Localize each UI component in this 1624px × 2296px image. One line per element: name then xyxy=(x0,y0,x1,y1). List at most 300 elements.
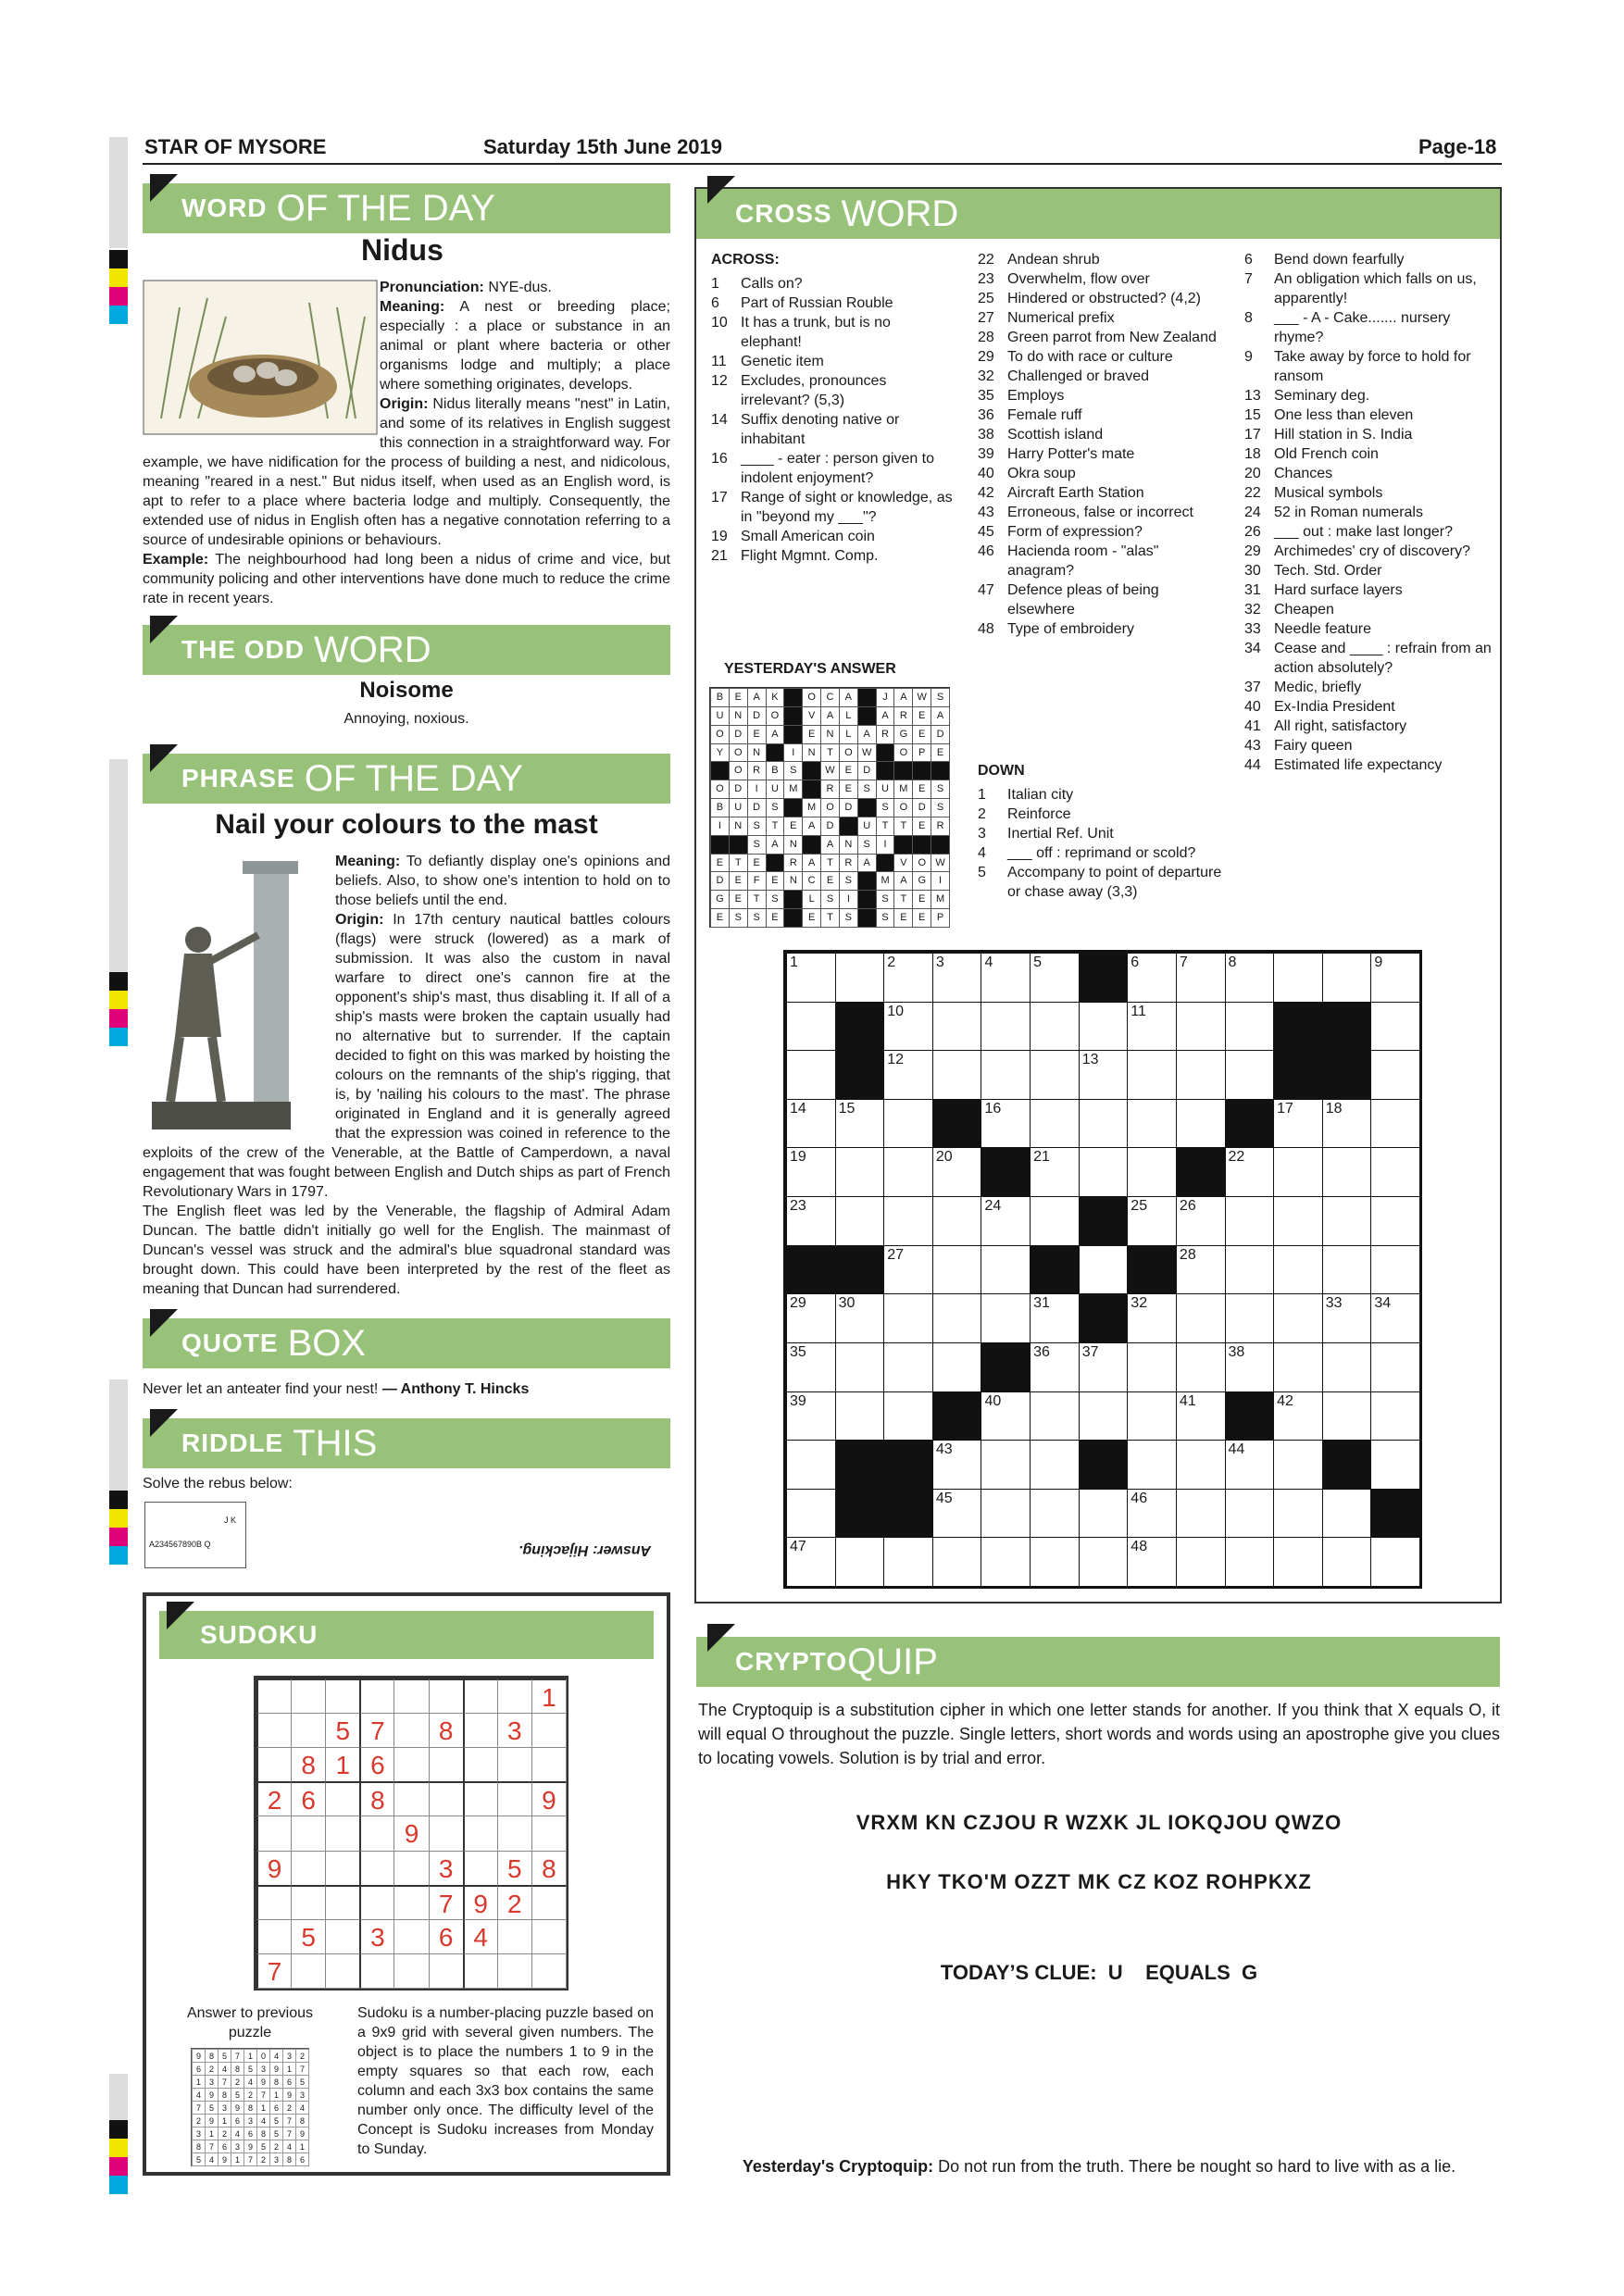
crossword-cell[interactable]: 1 xyxy=(786,953,836,1003)
answer-cell: G xyxy=(912,871,931,891)
sudoku-cell[interactable] xyxy=(531,1747,567,1782)
sudoku-cell[interactable]: 3 xyxy=(359,1919,394,1954)
crossword-cell[interactable] xyxy=(1030,1196,1080,1246)
crossword-cell[interactable] xyxy=(1322,1537,1372,1587)
answer-cell: 2 xyxy=(192,2114,206,2128)
clue-text: Overwhelm, flow over xyxy=(1007,271,1150,287)
crossword-cell[interactable]: 18 xyxy=(1322,1099,1372,1149)
sudoku-cell[interactable] xyxy=(291,1816,326,1851)
crossword-cell[interactable] xyxy=(786,1489,836,1539)
crossword-cell[interactable] xyxy=(1322,1245,1372,1295)
crossword-cell[interactable] xyxy=(835,953,885,1003)
crossword-cell[interactable]: 26 xyxy=(1176,1196,1226,1246)
answer-cell: 9 xyxy=(256,2075,270,2089)
crossword-cell[interactable] xyxy=(1225,1245,1275,1295)
sudoku-grid[interactable] xyxy=(254,1676,568,1990)
sudoku-cell[interactable] xyxy=(359,1953,394,1989)
sudoku-cell[interactable] xyxy=(394,1953,429,1989)
crossword-cell[interactable]: 30 xyxy=(835,1293,885,1343)
answer-cell: 6 xyxy=(282,2075,296,2089)
crossword-cell[interactable]: 41 xyxy=(1176,1391,1226,1441)
crossword-cell[interactable]: 17 xyxy=(1273,1099,1323,1149)
sudoku-cell[interactable] xyxy=(291,1678,326,1714)
sudoku-cell[interactable] xyxy=(394,1885,429,1920)
answer-cell: E xyxy=(912,780,931,799)
crossword-cell[interactable]: 28 xyxy=(1176,1245,1226,1295)
crossword-cell[interactable]: 12 xyxy=(883,1050,933,1100)
crossword-banner xyxy=(696,189,1500,239)
sudoku-cell[interactable]: 5 xyxy=(497,1851,532,1886)
answer-cell xyxy=(857,908,877,928)
sudoku-cell[interactable] xyxy=(497,1953,532,1989)
crossword-cell[interactable]: 24 xyxy=(981,1196,1031,1246)
sudoku-cell[interactable] xyxy=(429,1678,464,1714)
sudoku-cell[interactable]: 1 xyxy=(531,1678,567,1714)
crossword-cell[interactable] xyxy=(835,1391,885,1441)
crossword-cell[interactable] xyxy=(1079,1147,1129,1197)
sudoku-cell[interactable]: 2 xyxy=(256,1781,292,1816)
answer-cell: 9 xyxy=(205,2088,219,2102)
sudoku-cell[interactable] xyxy=(463,1816,498,1851)
crossword-cell[interactable] xyxy=(1273,1293,1323,1343)
sudoku-cell[interactable]: 7 xyxy=(359,1713,394,1748)
crossword-cell[interactable]: 38 xyxy=(1225,1342,1275,1392)
sudoku-cell[interactable] xyxy=(256,1747,292,1782)
sudoku-cell[interactable] xyxy=(463,1953,498,1989)
answer-cell: A xyxy=(820,835,840,855)
sudoku-cell[interactable] xyxy=(325,1816,360,1851)
crossword-cell[interactable] xyxy=(1273,1196,1323,1246)
answer-cell: 3 xyxy=(269,2152,283,2166)
crossword-cell[interactable] xyxy=(1176,1440,1226,1490)
crossword-cell[interactable]: 7 xyxy=(1176,953,1226,1003)
clue-text: Form of expression? xyxy=(1007,524,1143,540)
crossword-cell[interactable]: 3 xyxy=(932,953,982,1003)
sudoku-cell[interactable] xyxy=(531,1816,567,1851)
crossword-cell[interactable] xyxy=(1176,1002,1226,1052)
clue-item xyxy=(1244,600,1494,619)
answer-cell: 9 xyxy=(282,2088,296,2102)
sudoku-cell[interactable] xyxy=(291,1851,326,1886)
sudoku-cell[interactable] xyxy=(291,1953,326,1989)
clue-number: 14 xyxy=(711,412,728,428)
black-square xyxy=(932,1099,982,1149)
quote-body: Never let an anteater find your nest! xyxy=(143,1381,382,1397)
sudoku-cell[interactable] xyxy=(429,1953,464,1989)
sudoku-cell[interactable] xyxy=(429,1816,464,1851)
clue-number: 46 xyxy=(978,543,994,559)
crossword-cell[interactable]: 32 xyxy=(1127,1293,1177,1343)
answer-cell xyxy=(783,725,803,744)
answer-cell: E xyxy=(729,688,748,707)
crossword-cell[interactable] xyxy=(1370,1147,1420,1197)
crossword-cell[interactable] xyxy=(1079,1002,1129,1052)
clue-number: 27 xyxy=(978,310,994,326)
crossword-cell[interactable]: 15 xyxy=(835,1099,885,1149)
banner-big-text: OF THE DAY xyxy=(304,757,524,799)
sudoku-cell[interactable] xyxy=(463,1747,498,1782)
sudoku-cell[interactable] xyxy=(394,1919,429,1954)
crossword-cell[interactable]: 34 xyxy=(1370,1293,1420,1343)
clue-item xyxy=(978,503,1228,522)
cryptoquip-banner xyxy=(696,1637,1500,1687)
answer-cell: 9 xyxy=(192,2049,206,2063)
crossword-cell[interactable] xyxy=(883,1293,933,1343)
clue-text: Hindered or obstructed? (4,2) xyxy=(1007,291,1201,306)
answer-cell: 1 xyxy=(205,2127,219,2140)
crossword-cell[interactable] xyxy=(883,1537,933,1587)
crossword-cell[interactable] xyxy=(1370,1099,1420,1149)
crossword-cell[interactable] xyxy=(981,1537,1031,1587)
sudoku-cell[interactable] xyxy=(497,1816,532,1851)
crossword-cell[interactable]: 10 xyxy=(883,1002,933,1052)
crossword-cell[interactable] xyxy=(1322,1391,1372,1441)
answer-cell: 8 xyxy=(231,2062,244,2076)
sudoku-cell[interactable] xyxy=(463,1851,498,1886)
sudoku-cell[interactable]: 2 xyxy=(497,1885,532,1920)
sudoku-cell[interactable] xyxy=(429,1747,464,1782)
sudoku-cell[interactable] xyxy=(497,1919,532,1954)
crossword-cell[interactable]: 43 xyxy=(932,1440,982,1490)
sudoku-cell[interactable] xyxy=(291,1885,326,1920)
crossword-cell[interactable]: 42 xyxy=(1273,1391,1323,1441)
crossword-cell[interactable] xyxy=(1273,1245,1323,1295)
crossword-cell[interactable]: 23 xyxy=(786,1196,836,1246)
crossword-cell[interactable] xyxy=(786,1002,836,1052)
answer-cell: R xyxy=(893,706,913,726)
crossword-cell[interactable] xyxy=(1176,1537,1226,1587)
crossword-cell[interactable]: 47 xyxy=(786,1537,836,1587)
crossword-cell[interactable] xyxy=(1273,1342,1323,1392)
answer-cell: D xyxy=(931,725,950,744)
crossword-cell[interactable] xyxy=(932,1245,982,1295)
answer-cell: T xyxy=(820,908,840,928)
crossword-cell[interactable] xyxy=(932,1537,982,1587)
sudoku-cell[interactable] xyxy=(256,1713,292,1748)
answer-cell xyxy=(893,761,913,780)
sudoku-cell[interactable] xyxy=(359,1816,394,1851)
clue-item xyxy=(978,308,1228,328)
crossword-cell[interactable]: 2 xyxy=(883,953,933,1003)
crossword-cell[interactable] xyxy=(1079,1537,1129,1587)
crossword-cell[interactable] xyxy=(1030,1002,1080,1052)
black-square xyxy=(981,1147,1031,1197)
crossword-cell[interactable]: 37 xyxy=(1079,1342,1129,1392)
crossword-cell[interactable] xyxy=(1030,1537,1080,1587)
crossword-cell[interactable] xyxy=(981,1489,1031,1539)
sudoku-cell[interactable] xyxy=(497,1747,532,1782)
clue-item xyxy=(1244,678,1494,697)
answer-cell: T xyxy=(747,890,767,909)
sudoku-cell[interactable]: 6 xyxy=(429,1919,464,1954)
answer-cell: L xyxy=(802,890,821,909)
sudoku-cell[interactable]: 9 xyxy=(394,1816,429,1851)
sudoku-cell[interactable] xyxy=(291,1713,326,1748)
crossword-cell[interactable] xyxy=(1322,1147,1372,1197)
crossword-cell[interactable] xyxy=(932,1050,982,1100)
answer-cell: O xyxy=(893,798,913,817)
answer-cell: D xyxy=(729,725,748,744)
sudoku-cell[interactable]: 6 xyxy=(359,1747,394,1782)
sudoku-cell[interactable] xyxy=(463,1781,498,1816)
crossword-cell[interactable] xyxy=(1370,1440,1420,1490)
clue-item xyxy=(978,328,1228,347)
answer-cell: A xyxy=(893,871,913,891)
clue-item xyxy=(978,619,1228,639)
sudoku-cell[interactable]: 4 xyxy=(463,1919,498,1954)
crossword-cell[interactable] xyxy=(1370,1537,1420,1587)
cryptoquip-line-2: HKY TKO'M OZZT MK CZ KOZ ROHPKXZ xyxy=(886,1870,1312,1893)
clue-text: Chances xyxy=(1274,466,1333,481)
clue-number: 39 xyxy=(978,446,994,462)
sudoku-cell[interactable] xyxy=(359,1851,394,1886)
answer-cell: U xyxy=(857,817,877,836)
phrase-paragraph: The English fleet was led by the Venerable, the flagship of Admiral Adam Duncan. The battle didn't initially go well for the English. The mainmast of Duncan's vessel was struck and the admiral's blue squadronal standard was brought down. This could have been interpreted by the rest of the fleet as meaning that Duncan had surrendered. xyxy=(143,1204,670,1297)
answer-cell: 6 xyxy=(244,2127,257,2140)
crossword-cell[interactable] xyxy=(932,1196,982,1246)
crossword-cell[interactable]: 4 xyxy=(981,953,1031,1003)
clue-number: 44 xyxy=(1244,757,1261,773)
clue-text: Aircraft Earth Station xyxy=(1007,485,1144,501)
crossword-cell[interactable] xyxy=(1176,1099,1226,1149)
black-square xyxy=(1273,1050,1323,1100)
crossword-cell[interactable] xyxy=(835,1147,885,1197)
crossword-cell[interactable] xyxy=(1225,1537,1275,1587)
crossword-cell[interactable] xyxy=(1127,1050,1177,1100)
crossword-cell[interactable]: 33 xyxy=(1322,1293,1372,1343)
crossword-cell[interactable]: 29 xyxy=(786,1293,836,1343)
sudoku-cell[interactable] xyxy=(394,1851,429,1886)
black-square xyxy=(1079,953,1129,1003)
crossword-cell[interactable] xyxy=(1273,1440,1323,1490)
crossword-cell[interactable] xyxy=(1370,1342,1420,1392)
crossword-cell[interactable] xyxy=(981,1002,1031,1052)
crossword-cell[interactable]: 13 xyxy=(1079,1050,1129,1100)
sudoku-cell[interactable] xyxy=(325,1678,360,1714)
origin-text: Nidus literally means "nest" in Latin, and some of its relatives in English suggest this connection in a straightforward way. For example, we have nidification for the process of building a nest, and nidicolous, meaning "reared in a nest." But nidus itself, when used as an English word, is apt to refer to a place where bacteria lodge and multiply. Consequently, the extended use of nidus in English often has a negative connotation referring to a source of undesirable opinions or behaviours. xyxy=(143,396,670,548)
crossword-cell[interactable]: 25 xyxy=(1127,1196,1177,1246)
crossword-cell[interactable] xyxy=(1030,1489,1080,1539)
crossword-cell[interactable] xyxy=(981,1245,1031,1295)
crossword-cell[interactable] xyxy=(883,1391,933,1441)
crossword-cell[interactable] xyxy=(835,1537,885,1587)
clue-text: Reinforce xyxy=(1007,806,1071,822)
crossword-cell[interactable] xyxy=(1370,1391,1420,1441)
sudoku-cell[interactable] xyxy=(394,1781,429,1816)
crossword-cell[interactable] xyxy=(1030,1440,1080,1490)
sudoku-cell[interactable]: 1 xyxy=(325,1747,360,1782)
crossword-cell[interactable] xyxy=(1322,1489,1372,1539)
answer-cell: E xyxy=(912,725,931,744)
crossword-cell[interactable]: 48 xyxy=(1127,1537,1177,1587)
clue-item xyxy=(978,250,1228,269)
crossword-cell[interactable] xyxy=(835,1342,885,1392)
sudoku-cell[interactable]: 6 xyxy=(291,1781,326,1816)
answer-cell: 4 xyxy=(256,2114,270,2128)
sudoku-cell[interactable]: 7 xyxy=(429,1885,464,1920)
answer-cell: C xyxy=(820,688,840,707)
sudoku-cell[interactable] xyxy=(497,1678,532,1714)
crossword-cell[interactable] xyxy=(1176,1342,1226,1392)
sudoku-cell[interactable]: 8 xyxy=(531,1851,567,1886)
answer-cell: N xyxy=(839,835,858,855)
crossword-cell[interactable] xyxy=(1079,1099,1129,1149)
sudoku-cell[interactable] xyxy=(325,1781,360,1816)
crossword-cell[interactable] xyxy=(1273,1489,1323,1539)
sudoku-cell[interactable] xyxy=(463,1678,498,1714)
crossword-cell[interactable] xyxy=(981,1440,1031,1490)
crossword-cell[interactable]: 39 xyxy=(786,1391,836,1441)
crossword-cell[interactable]: 27 xyxy=(883,1245,933,1295)
crossword-cell[interactable] xyxy=(1273,1147,1323,1197)
crossword-cell[interactable] xyxy=(883,1099,933,1149)
sudoku-cell[interactable] xyxy=(325,1885,360,1920)
clue-text: Employs xyxy=(1007,388,1065,404)
paper-name: STAR OF MYSORE xyxy=(144,135,327,158)
sudoku-cell[interactable] xyxy=(463,1713,498,1748)
sudoku-cell[interactable] xyxy=(256,1885,292,1920)
crossword-cell[interactable]: 22 xyxy=(1225,1147,1275,1197)
crossword-cell[interactable]: 45 xyxy=(932,1489,982,1539)
crossword-cell[interactable] xyxy=(1225,1489,1275,1539)
crossword-cell[interactable] xyxy=(1370,1050,1420,1100)
crossword-cell[interactable]: 40 xyxy=(981,1391,1031,1441)
crossword-cell[interactable] xyxy=(1030,1099,1080,1149)
sudoku-cell[interactable]: 9 xyxy=(463,1885,498,1920)
answer-cell xyxy=(857,688,877,707)
sudoku-cell[interactable]: 8 xyxy=(359,1781,394,1816)
sudoku-cell[interactable] xyxy=(394,1678,429,1714)
sudoku-cell[interactable]: 3 xyxy=(429,1851,464,1886)
sudoku-cell[interactable]: 3 xyxy=(497,1713,532,1748)
crossword-cell[interactable]: 16 xyxy=(981,1099,1031,1149)
clue-item xyxy=(1244,308,1494,347)
sudoku-cell[interactable] xyxy=(359,1885,394,1920)
sudoku-cell[interactable]: 8 xyxy=(429,1713,464,1748)
sudoku-cell[interactable] xyxy=(256,1816,292,1851)
clue-text: Erroneous, false or incorrect xyxy=(1007,505,1193,520)
clue-text: Small American coin xyxy=(741,529,875,544)
crossword-cell[interactable] xyxy=(1225,1293,1275,1343)
black-square xyxy=(1322,1440,1372,1490)
crossword-cell[interactable] xyxy=(932,1293,982,1343)
crossword-cell[interactable]: 21 xyxy=(1030,1147,1080,1197)
answer-cell: N xyxy=(747,743,767,763)
crossword-cell[interactable] xyxy=(1225,1050,1275,1100)
crossword-cell[interactable] xyxy=(883,1147,933,1197)
crossword-cell[interactable] xyxy=(1079,1245,1129,1295)
answer-cell: 3 xyxy=(231,2140,244,2153)
sudoku-cell[interactable] xyxy=(497,1781,532,1816)
sudoku-cell[interactable] xyxy=(325,1919,360,1954)
crossword-cell[interactable] xyxy=(1030,1391,1080,1441)
sudoku-cell[interactable] xyxy=(429,1781,464,1816)
crossword-cell[interactable]: 46 xyxy=(1127,1489,1177,1539)
crossword-cell[interactable] xyxy=(835,1196,885,1246)
crossword-cell[interactable] xyxy=(1127,1147,1177,1197)
sudoku-cell[interactable]: 9 xyxy=(531,1781,567,1816)
crossword-cell[interactable] xyxy=(883,1342,933,1392)
sudoku-cell[interactable] xyxy=(531,1713,567,1748)
sudoku-cell[interactable] xyxy=(359,1678,394,1714)
crossword-cell[interactable] xyxy=(1370,1245,1420,1295)
crossword-cell[interactable] xyxy=(981,1293,1031,1343)
sudoku-cell[interactable] xyxy=(325,1851,360,1886)
crossword-cell[interactable] xyxy=(1322,953,1372,1003)
crossword-cell[interactable] xyxy=(1273,953,1323,1003)
crossword-cell[interactable] xyxy=(1370,1002,1420,1052)
crossword-cell[interactable] xyxy=(1127,1391,1177,1441)
clue-number: 17 xyxy=(711,490,728,505)
crossword-cell[interactable]: 35 xyxy=(786,1342,836,1392)
crossword-cell[interactable]: 20 xyxy=(932,1147,982,1197)
crossword-cell[interactable]: 5 xyxy=(1030,953,1080,1003)
clue-text: Hacienda room - "alas" anagram? xyxy=(1007,543,1159,579)
crossword-cell[interactable]: 6 xyxy=(1127,953,1177,1003)
sudoku-cell[interactable]: 7 xyxy=(256,1953,292,1989)
sudoku-cell[interactable]: 5 xyxy=(325,1713,360,1748)
crossword-cell[interactable] xyxy=(1225,1002,1275,1052)
sudoku-cell[interactable] xyxy=(325,1953,360,1989)
crossword-cell[interactable] xyxy=(786,1440,836,1490)
crossword-cell[interactable] xyxy=(1225,1196,1275,1246)
sudoku-cell[interactable]: 5 xyxy=(291,1919,326,1954)
black-square xyxy=(835,1440,885,1490)
crossword-cell[interactable] xyxy=(932,1342,982,1392)
crossword-cell[interactable] xyxy=(1127,1342,1177,1392)
crossword-cell[interactable] xyxy=(1176,1293,1226,1343)
sudoku-cell[interactable]: 8 xyxy=(291,1747,326,1782)
sudoku-cell[interactable] xyxy=(531,1885,567,1920)
crossword-cell[interactable] xyxy=(1176,1050,1226,1100)
sudoku-cell[interactable] xyxy=(531,1953,567,1989)
answer-cell: 4 xyxy=(282,2140,296,2153)
answer-cell xyxy=(876,761,895,780)
crossword-cell[interactable] xyxy=(883,1196,933,1246)
crossword-cell[interactable] xyxy=(1273,1537,1323,1587)
sudoku-cell[interactable]: 9 xyxy=(256,1851,292,1886)
crossword-cell[interactable] xyxy=(1127,1440,1177,1490)
crossword-cell[interactable] xyxy=(1322,1196,1372,1246)
crossword-cell[interactable]: 36 xyxy=(1030,1342,1080,1392)
crossword-cell[interactable] xyxy=(1370,1196,1420,1246)
crossword-cell[interactable] xyxy=(1322,1342,1372,1392)
crossword-cell[interactable] xyxy=(932,1002,982,1052)
crossword-cell[interactable]: 31 xyxy=(1030,1293,1080,1343)
sudoku-cell[interactable] xyxy=(256,1678,292,1714)
crossword-cell[interactable]: 19 xyxy=(786,1147,836,1197)
sudoku-cell[interactable] xyxy=(394,1747,429,1782)
crossword-cell[interactable]: 14 xyxy=(786,1099,836,1149)
crossword-grid[interactable] xyxy=(783,950,1422,1589)
crossword-cell[interactable] xyxy=(1127,1099,1177,1149)
answer-cell: 7 xyxy=(218,2075,231,2089)
crossword-cell[interactable]: 44 xyxy=(1225,1440,1275,1490)
crossword-cell[interactable]: 9 xyxy=(1370,953,1420,1003)
crossword-cell[interactable] xyxy=(1079,1489,1129,1539)
crossword-cell[interactable]: 11 xyxy=(1127,1002,1177,1052)
sudoku-cell[interactable] xyxy=(531,1919,567,1954)
crossword-cell[interactable]: 8 xyxy=(1225,953,1275,1003)
crossword-cell[interactable] xyxy=(1030,1050,1080,1100)
crossword-cell[interactable] xyxy=(1176,1489,1226,1539)
crossword-cell[interactable] xyxy=(1079,1391,1129,1441)
sudoku-cell[interactable] xyxy=(256,1919,292,1954)
crossword-cell[interactable] xyxy=(981,1050,1031,1100)
crossword-cell[interactable] xyxy=(786,1050,836,1100)
sudoku-cell[interactable] xyxy=(394,1713,429,1748)
answer-cell: D xyxy=(839,798,858,817)
